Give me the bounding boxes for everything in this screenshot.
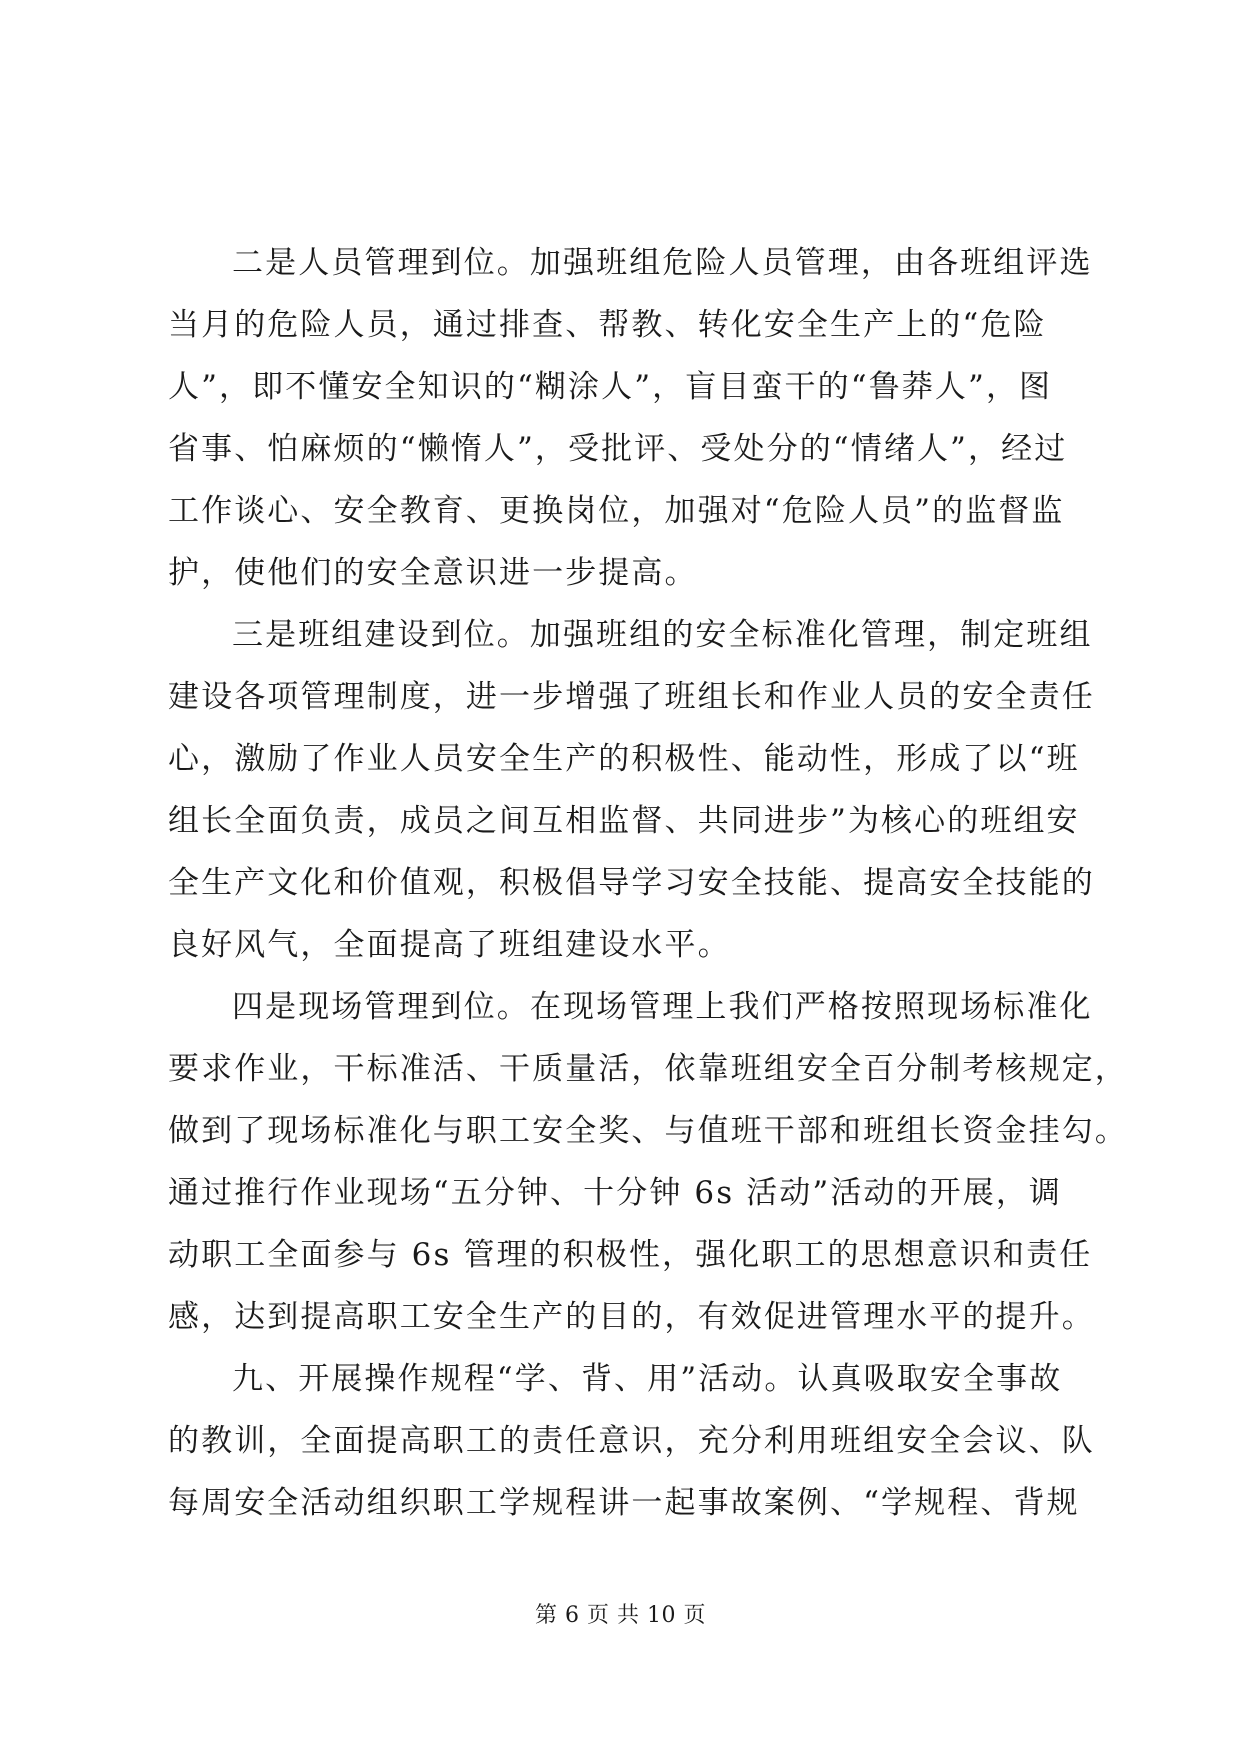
paragraph-line: 感，达到提高职工安全生产的目的，有效促进管理水平的提升。 [168,1299,1095,1335]
paragraph-line: 良好风气，全面提高了班组建设水平。 [168,927,731,963]
page-number-footer: 第 6 页 共 10 页 [535,1603,706,1628]
paragraph-line: 九、开展操作规程“学、背、用”活动。认真吸取安全事故 [232,1361,1063,1397]
paragraph-line: 人”，即不懂安全知识的“糊涂人”，盲目蛮干的“鲁莽人”，图 [168,369,1053,405]
paragraph-line: 心，激励了作业人员安全生产的积极性、能动性，形成了以“班 [168,741,1080,777]
paragraph-line: 通过推行作业现场“五分钟、十分钟 6s 活动”活动的开展，调 [168,1175,1063,1211]
paragraph-line: 省事、怕麻烦的“懒惰人”，受批评、受处分的“情绪人”，经过 [168,431,1068,467]
paragraph-line: 建设各项管理制度，进一步增强了班组长和作业人员的安全责任 [168,679,1095,715]
paragraph-line: 全生产文化和价值观，积极倡导学习安全技能、提高安全技能的 [168,865,1095,901]
paragraph-line: 三是班组建设到位。加强班组的安全标准化管理，制定班组 [232,617,1093,653]
document-body [168,232,1128,1534]
paragraph-line: 动职工全面参与 6s 管理的积极性，强化职工的思想意识和责任 [168,1237,1093,1273]
paragraph-line: 四是现场管理到位。在现场管理上我们严格按照现场标准化 [232,989,1093,1025]
paragraph-line: 每周安全活动组织职工学规程讲一起事故案例、“学规程、背规 [168,1485,1080,1521]
paragraph-line: 当月的危险人员，通过排查、帮教、转化安全生产上的“危险 [168,307,1047,343]
paragraph-line: 做到了现场标准化与职工安全奖、与值班干部和班组长资金挂勾。 [168,1113,1128,1149]
paragraph-line: 二是人员管理到位。加强班组危险人员管理，由各班组评选 [232,245,1093,281]
paragraph-line: 工作谈心、安全教育、更换岗位，加强对“危险人员”的监督监 [168,493,1065,529]
paragraph-line: 护，使他们的安全意识进一步提高。 [168,555,698,591]
paragraph-line: 的教训，全面提高职工的责任意识，充分利用班组安全会议、队 [168,1423,1095,1459]
paragraph-line: 要求作业，干标准活、干质量活，依靠班组安全百分制考核规定， [168,1051,1128,1087]
paragraph-line: 组长全面负责，成员之间互相监督、共同进步”为核心的班组安 [168,803,1080,839]
